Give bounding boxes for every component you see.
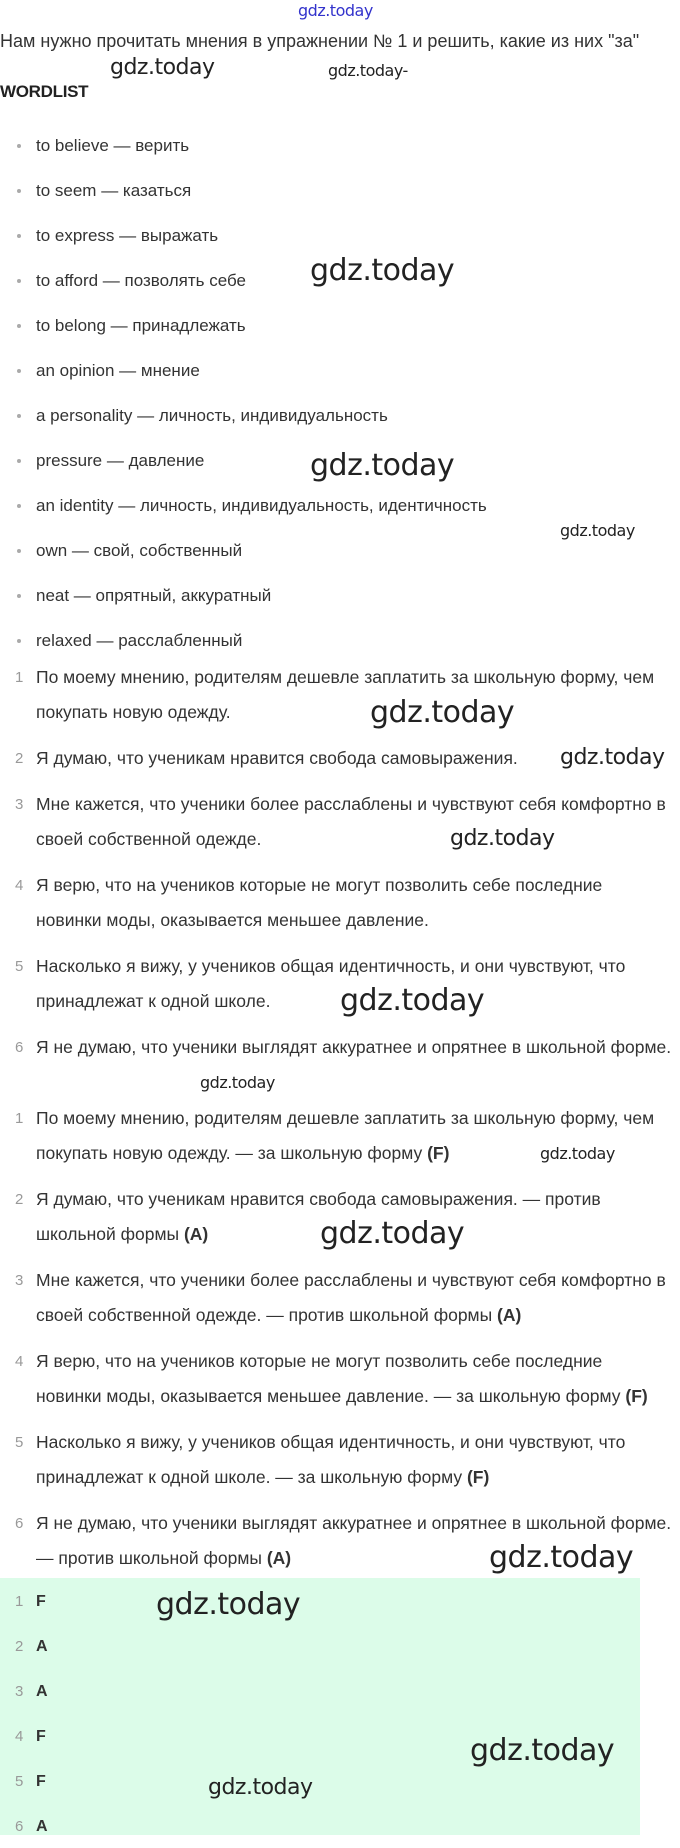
- word-entry: pressure — давление: [36, 451, 205, 470]
- item-number: 2: [15, 1638, 24, 1655]
- answers-panel: [0, 1578, 640, 1835]
- opinion-text: Мне кажется, что ученики более расслаблены и чувствуют себя комфортно в своей собственной одежде.: [36, 794, 666, 849]
- item-number: 6: [15, 1818, 24, 1835]
- opinion-text: Я не думаю, что ученики выглядят аккуратнее и опрятнее в школьной форме.: [36, 1037, 672, 1057]
- answer-label: (A): [183, 1224, 209, 1244]
- answer-value: F: [36, 1773, 46, 1790]
- wordlist-item: [0, 359, 680, 404]
- watermark: gdz.today: [200, 1073, 275, 1092]
- answer-label: (F): [466, 1467, 490, 1487]
- classified-text: Я верю, что на учеников которые не могут позволить себе последние новинки моды, оказывается меньшее давление. — за школьную форму: [36, 1351, 621, 1406]
- classified-text: Я не думаю, что ученики выглядят аккуратнее и опрятнее в школьной форме. — против школьной формы: [36, 1513, 672, 1568]
- watermark: gdz.today: [470, 1733, 615, 1768]
- classified-item: [0, 1425, 672, 1495]
- watermark: gdz.today: [540, 1144, 615, 1163]
- watermark: gdz.today: [560, 745, 665, 770]
- watermark: gdz.today: [208, 1775, 313, 1800]
- watermark: gdz.today: [560, 521, 635, 540]
- word-entry: to afford — позволять себе: [36, 271, 246, 290]
- word-entry: an identity — личность, индивидуальность, идентичность: [36, 496, 487, 515]
- watermark: gdz.today: [340, 983, 485, 1018]
- bullet-icon: [17, 144, 21, 148]
- watermark: gdz.today: [310, 448, 455, 483]
- word-entry: a personality — личность, индивидуальность: [36, 406, 388, 425]
- item-number: 1: [15, 1593, 24, 1610]
- bullet-icon: [17, 549, 21, 553]
- bullet-icon: [17, 594, 21, 598]
- item-number: 5: [15, 958, 24, 975]
- answer-value: A: [36, 1818, 48, 1835]
- word-entry: to seem — казаться: [36, 181, 192, 200]
- word-entry: own — свой, собственный: [36, 541, 243, 560]
- item-number: 4: [15, 1353, 24, 1370]
- bullet-icon: [17, 459, 21, 463]
- opinion-text: По моему мнению, родителям дешевле заплатить за школьную форму, чем покупать новую одежду.: [36, 667, 655, 722]
- item-number: 5: [15, 1434, 24, 1451]
- bullet-icon: [17, 369, 21, 373]
- opinion-text: Насколько я вижу, у учеников общая идентичность, и они чувствуют, что принадлежат к одной школе.: [36, 956, 626, 1011]
- answer-value: A: [36, 1638, 48, 1655]
- watermark: gdz.today-: [328, 61, 408, 80]
- opinion-item: [0, 868, 672, 938]
- bullet-icon: [17, 414, 21, 418]
- word-entry: an opinion — мнение: [36, 361, 200, 380]
- wordlist-item: [0, 404, 680, 449]
- item-number: 3: [15, 1683, 24, 1700]
- classified-text: Я думаю, что ученикам нравится свобода самовыражения. — против школьной формы: [36, 1189, 601, 1244]
- opinion-item: [0, 949, 672, 1019]
- item-number: 5: [15, 1773, 24, 1790]
- item-number: 1: [15, 669, 24, 686]
- watermark: gdz.today: [370, 695, 515, 730]
- classified-text: Насколько я вижу, у учеников общая идентичность, и они чувствуют, что принадлежат к одной школе. — за школьную форму: [36, 1432, 626, 1487]
- answer-value: F: [36, 1728, 46, 1745]
- opinion-item: [0, 1030, 672, 1065]
- opinions-list: [0, 660, 672, 1076]
- wordlist-heading: WORDLIST: [0, 82, 89, 101]
- watermark: gdz.today: [310, 253, 455, 288]
- item-number: 3: [15, 1272, 24, 1289]
- wordlist-item: [0, 314, 680, 359]
- wordlist-item: [0, 134, 680, 179]
- classified-item: [0, 1263, 672, 1333]
- item-number: 4: [15, 1728, 24, 1745]
- watermark: gdz.today: [298, 1, 373, 20]
- answer-label: (F): [625, 1386, 648, 1406]
- answer-label: (F): [427, 1143, 450, 1163]
- opinion-item: [0, 660, 672, 730]
- classified-text: По моему мнению, родителям дешевле заплатить за школьную форму, чем покупать новую одежду. — за школьную форму: [36, 1108, 655, 1163]
- word-entry: relaxed — расслабленный: [36, 631, 243, 650]
- word-entry: to believe — верить: [36, 136, 190, 155]
- word-entry: neat — опрятный, аккуратный: [36, 586, 272, 605]
- item-number: 3: [15, 796, 24, 813]
- opinion-text: Я верю, что на учеников которые не могут позволить себе последние новинки моды, оказывается меньшее давление.: [36, 875, 603, 930]
- answer-value: A: [36, 1683, 48, 1700]
- bullet-icon: [17, 324, 21, 328]
- wordlist-item: [0, 539, 680, 584]
- watermark: gdz.today: [320, 1216, 465, 1251]
- intro-text: Нам нужно прочитать мнения в упражнении № 1 и решить, какие из них "за": [0, 31, 640, 51]
- opinion-text: Я думаю, что ученикам нравится свобода самовыражения.: [36, 748, 518, 768]
- bullet-icon: [17, 639, 21, 643]
- answer-label: (A): [497, 1305, 522, 1325]
- watermark: gdz.today: [110, 55, 215, 80]
- item-number: 1: [15, 1110, 24, 1127]
- item-number: 6: [15, 1515, 24, 1532]
- item-number: 2: [15, 750, 24, 767]
- answer-value: F: [36, 1593, 46, 1610]
- wordlist: [0, 134, 680, 674]
- bullet-icon: [17, 189, 21, 193]
- bullet-icon: [17, 504, 21, 508]
- wordlist-item: [0, 179, 680, 224]
- watermark: gdz.today: [450, 826, 555, 851]
- classified-item: [0, 1344, 672, 1414]
- opinion-item: [0, 787, 672, 857]
- watermark: gdz.today: [489, 1540, 634, 1575]
- word-entry: to belong — принадлежать: [36, 316, 246, 335]
- item-number: 2: [15, 1191, 24, 1208]
- classified-text: Мне кажется, что ученики более расслаблены и чувствуют себя комфортно в своей собственной одежде. — против школьной формы: [36, 1270, 666, 1325]
- item-number: 6: [15, 1039, 24, 1056]
- item-number: 4: [15, 877, 24, 894]
- wordlist-item: [0, 584, 680, 629]
- answer-label: (A): [266, 1548, 292, 1568]
- word-entry: to express — выражать: [36, 226, 219, 245]
- watermark: gdz.today: [156, 1587, 301, 1622]
- bullet-icon: [17, 279, 21, 283]
- bullet-icon: [17, 234, 21, 238]
- classified-opinions-list: [0, 1101, 672, 1587]
